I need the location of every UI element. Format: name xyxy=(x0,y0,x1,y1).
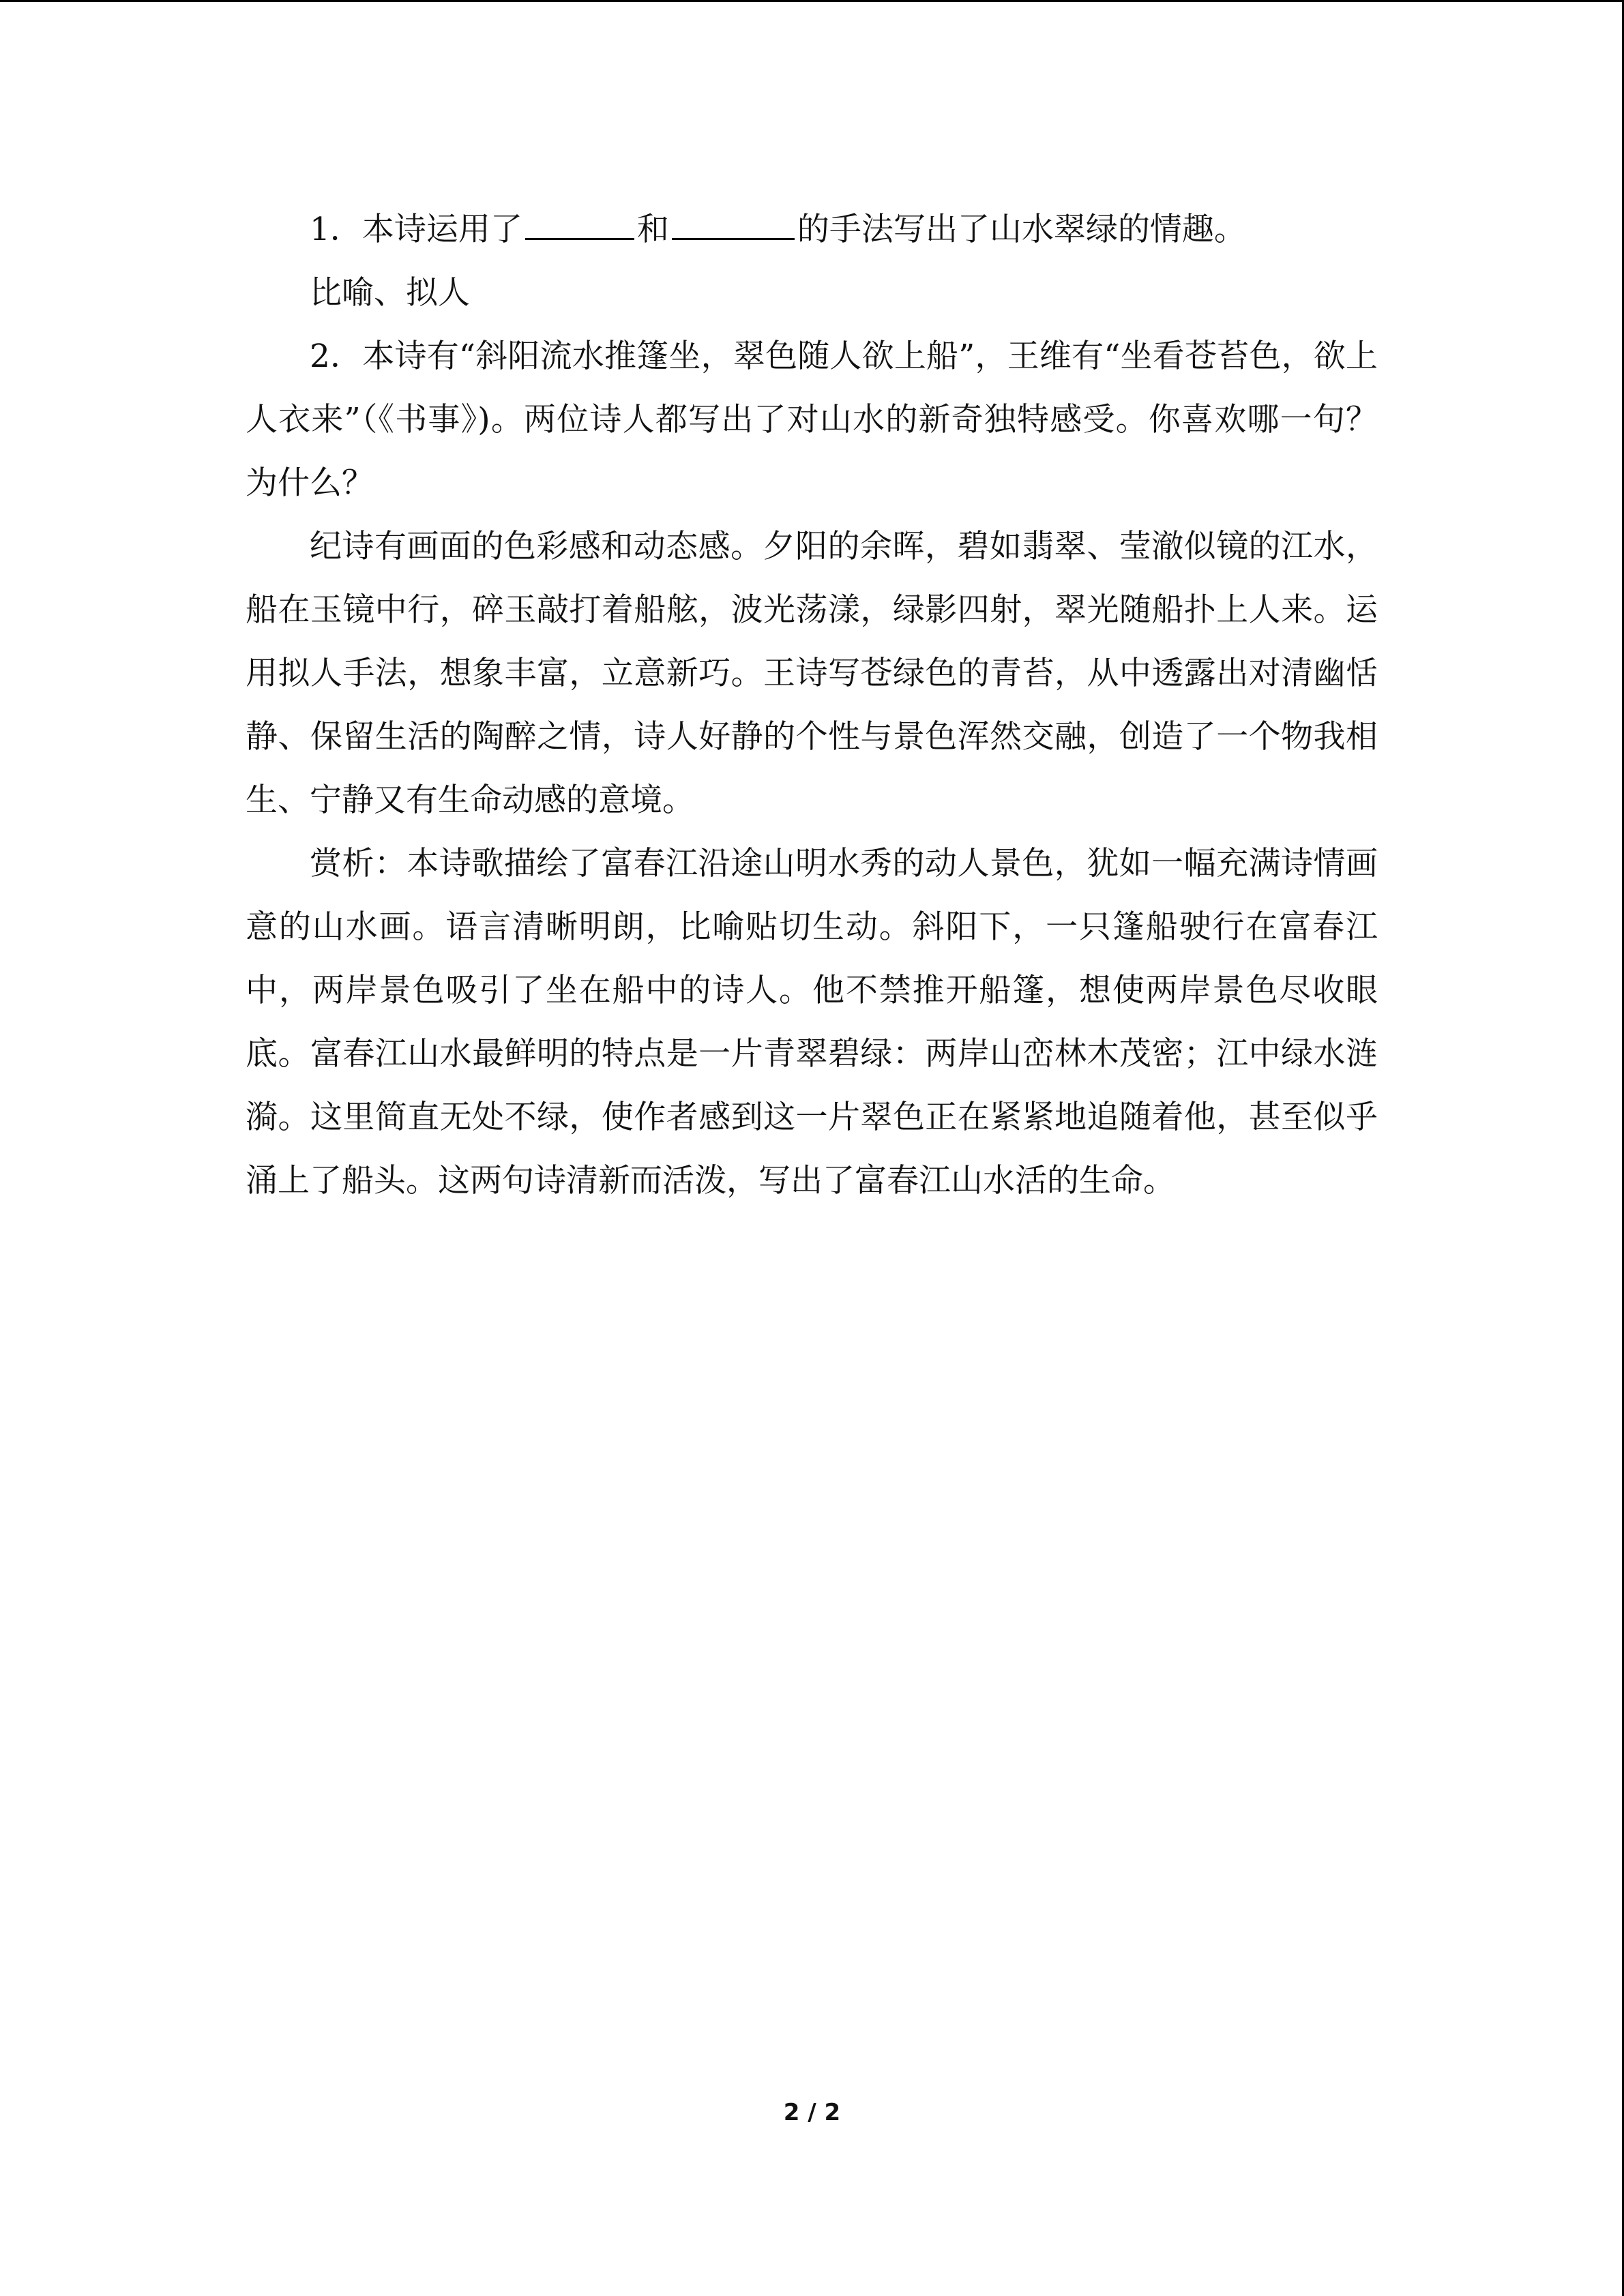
question-2-answer: 纪诗有画面的色彩感和动态感。夕阳的余晖，碧如翡翠、莹澈似镜的江水，船在玉镜中行，碎玉敲打着船舷，波光荡漾，绿影四射，翠光随船扑上人来。运用拟人手法，想象丰富，立意新巧。王诗写苍绿色的青苔，从中透露出对清幽恬静、保留生活的陶醉之情，诗人好静的个性与景色浑然交融，创造了一个物我相生、宁静又有生命动感的意境。 xyxy=(246,528,1378,819)
page-border-top xyxy=(0,0,1624,2)
question-1-answer: 比喻、拟人 xyxy=(310,274,470,312)
appreciation-paragraph: 赏析：本诗歌描绘了富春江沿途山明水秀的动人景色，犹如一幅充满诗情画意的山水画。语言清晰明朗，比喻贴切生动。斜阳下，一只篷船驶行在富春江中，两岸景色吸引了坐在船中的诗人。他不禁推开船篷，想使两岸景色尽收眼底。富春江山水最鲜明的特点是一片青翠碧绿：两岸山峦林木茂密；江中绿水涟漪。这里简直无处不绿，使作者感到这一片翠色正在紧紧地追随着他，甚至似乎涌上了船头。这两句诗清新而活泼，写出了富春江山水活的生命。 xyxy=(246,845,1378,1199)
page-number: 2 / 2 xyxy=(783,2099,841,2126)
question-1-prefix: 1．本诗运用了 xyxy=(310,211,522,248)
fill-blank-1 xyxy=(525,207,634,240)
document-body xyxy=(246,198,1378,1212)
question-1-suffix: 的手法写出了山水翠绿的情趣。 xyxy=(797,211,1246,248)
fill-blank-2 xyxy=(672,207,795,240)
question-1-middle: 和 xyxy=(636,211,669,248)
question-1 xyxy=(246,198,1378,261)
question-2: 2．本诗有“斜阳流水推篷坐，翠色随人欲上船”，王维有“坐看苍苔色，欲上人衣来”（《书事》)。两位诗人都写出了对山水的新奇独特感受。你喜欢哪一句？为什么？ xyxy=(246,338,1378,502)
